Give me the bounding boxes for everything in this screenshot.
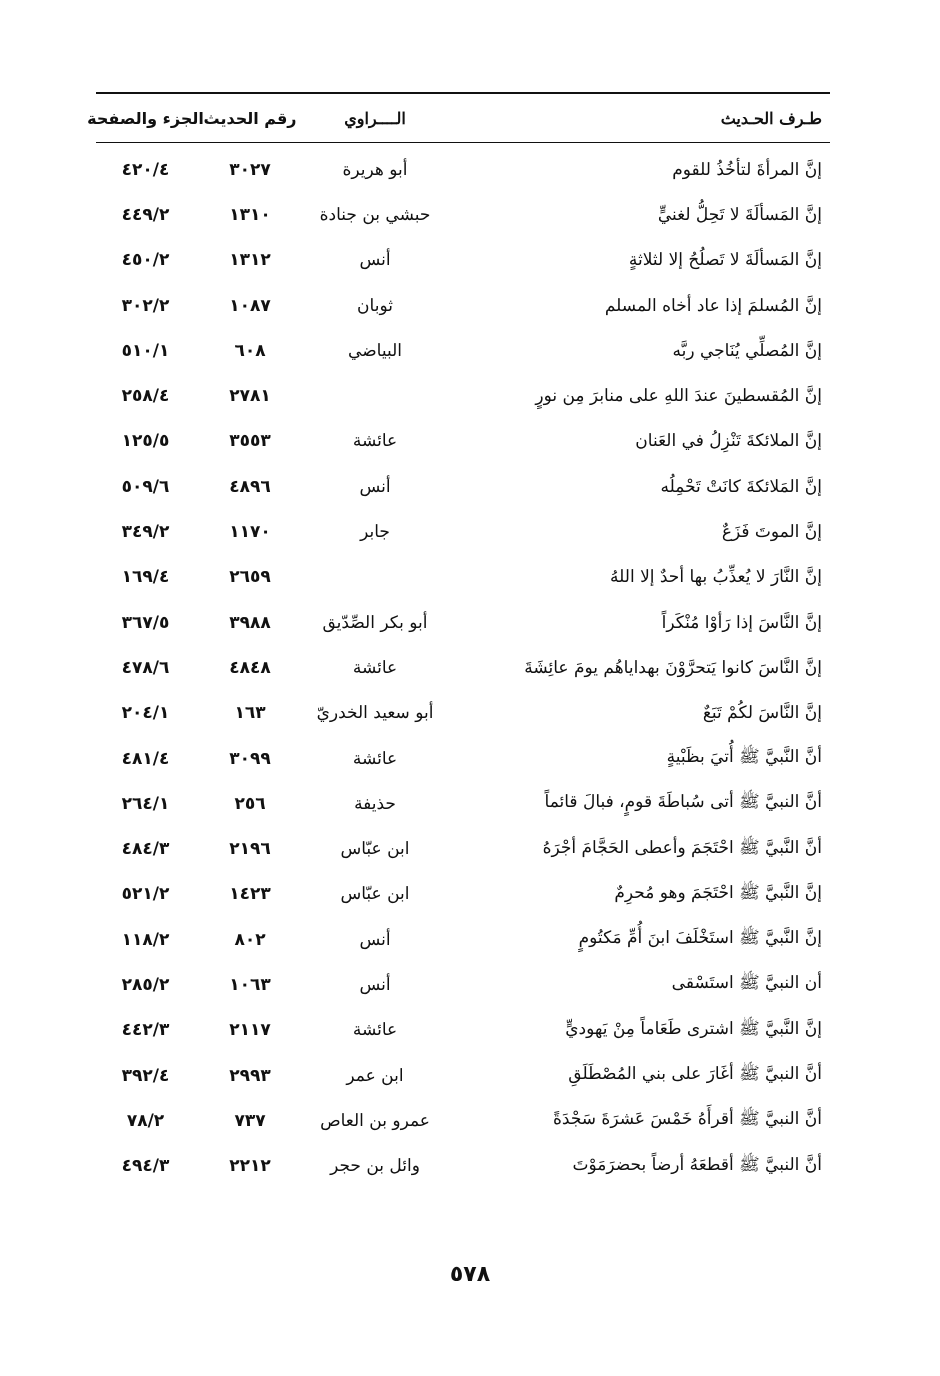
- header-hadith-number: رقم الحديث: [203, 108, 297, 128]
- header-narrator: الــــراوي: [344, 108, 406, 128]
- hadith-text: إنَّ المرأةَ لتأخُذُ للقوم: [672, 159, 822, 180]
- volume-page: ٤٤٢/٣: [121, 1020, 170, 1041]
- hadith-text: أنَّ النبيَّ ﷺ أتى سُباطَةَ قومٍ، فبالَ قائماً: [544, 792, 822, 813]
- volume-page: ٤٤٩/٢: [121, 204, 170, 225]
- volume-page: ٣٠٢/٢: [121, 295, 170, 316]
- volume-page: ٣٦٧/٥: [121, 612, 170, 633]
- hadith-number: ١٣١٢: [229, 250, 271, 271]
- narrator: أنس: [359, 476, 391, 497]
- volume-page: ١١٨/٢: [121, 929, 170, 950]
- volume-page: ٥٢١/٢: [121, 884, 170, 905]
- hadith-text: إنَّ النَّاسَ كانوا يَتحرَّوْنَ بهداياهُم يومَ عائِشَةَ: [524, 657, 822, 678]
- volume-page: ٢٠٤/١: [121, 703, 170, 724]
- hadith-number: ١٠٦٣: [229, 974, 271, 995]
- hadith-number: ٣٠٩٩: [229, 748, 271, 769]
- hadith-text: إنَّ النَّارَ لا يُعذِّبُ بها أحدٌ إلا اللهُ: [610, 567, 822, 588]
- narrator: جابر: [360, 522, 390, 543]
- hadith-number: ٤٨٩٦: [229, 476, 271, 497]
- table-row: [96, 1144, 830, 1189]
- hadith-text: أنَّ النبيَّ ﷺ أغَارَ على بني المُصْطَلَقِ: [568, 1064, 822, 1085]
- volume-page: ٧٨/٢: [126, 1110, 165, 1131]
- table-row: [96, 373, 830, 418]
- narrator: أنس: [359, 929, 391, 950]
- hadith-text: إنَّ النَّبيَّ ﷺ استَخْلَفَ ابنَ أُمِّ مَكتُومٍ: [578, 928, 822, 949]
- table-row: [96, 419, 830, 464]
- hadith-text: إنَّ الملائكةَ تَنْزِلُ في العَنان: [635, 431, 822, 452]
- narrator: عائشة: [352, 431, 398, 452]
- narrator: وائل بن حجر: [330, 1156, 420, 1177]
- volume-page: ٥١٠/١: [121, 340, 170, 361]
- hadith-text: إنَّ المُقسطينَ عندَ اللهِ على منابرَ مِن نورٍ: [535, 386, 822, 407]
- hadith-text: أنَّ النَّبيَّ ﷺ أُتيَ بظَبْيةٍ: [666, 747, 822, 767]
- table-row: [96, 1053, 830, 1098]
- narrator: [305, 373, 445, 418]
- table-body: [96, 143, 830, 1189]
- hadith-number: ١٤٢٣: [229, 884, 271, 905]
- hadith-text: أنَّ النبيَّ ﷺ أقطعَهُ أرضاً بحضرَمَوْتَ: [572, 1154, 822, 1175]
- hadith-text: إنَّ المُصلِّي يُنَاجي ربَّه: [672, 340, 822, 361]
- page-number: ٥٧٨: [449, 1262, 491, 1287]
- volume-page: ١٦٩/٤: [121, 567, 170, 588]
- narrator: عائشة: [352, 1020, 398, 1041]
- table-row: [96, 826, 830, 871]
- narrator: عائشة: [352, 657, 398, 678]
- volume-page: ٢٦٤/١: [121, 793, 170, 814]
- hadith-text: إنَّ المَلائكةَ كانَتْ تَحْمِلُه: [660, 476, 822, 497]
- hadith-text: أنَّ النَّبيَّ ﷺ احْتَجَمَ وأعطى الحَجَّامَ أجْرَهُ: [542, 837, 822, 858]
- hadith-number: ١١٧٠: [229, 522, 271, 543]
- hadith-number: ٨٠٢: [234, 929, 266, 950]
- table-row: [96, 555, 830, 600]
- volume-page: ٢٥٨/٤: [121, 386, 170, 407]
- volume-page: ٥٠٩/٦: [121, 476, 170, 497]
- table-row: [96, 917, 830, 962]
- narrator: حذيفة: [354, 793, 396, 814]
- hadith-text: إنَّ النَّاسَ لكُمْ تَبَعٌ: [702, 703, 822, 724]
- table-row: [96, 283, 830, 328]
- table-row: [96, 645, 830, 690]
- hadith-number: ٢١٩٦: [229, 839, 271, 860]
- hadith-index-table: [87, 92, 830, 1189]
- volume-page: ٣٤٩/٢: [121, 522, 170, 543]
- table-row: [96, 1008, 830, 1053]
- hadith-text: إنَّ النَّبيَّ ﷺ اشترى طَعَاماً مِنْ يَهوديٍّ: [565, 1018, 822, 1039]
- narrator: ابن عبّاس: [340, 839, 410, 860]
- table-row: [96, 962, 830, 1007]
- volume-page: ٤٧٨/٦: [121, 657, 170, 678]
- narrator: أبو سعيد الخدريّ: [316, 703, 434, 724]
- hadith-text: إنَّ النَّاسَ إذا رَأوْا مُنْكَراً: [661, 612, 822, 633]
- narrator: عائشة: [352, 748, 398, 769]
- hadith-text: أن النبيَّ ﷺ استَسْقى: [671, 973, 822, 994]
- volume-page: ٤٩٤/٣: [121, 1156, 170, 1177]
- volume-page: ٢٨٥/٢: [121, 974, 170, 995]
- narrator: ابن عمر: [346, 1065, 404, 1086]
- table-row: [96, 328, 830, 373]
- table-row: [96, 192, 830, 237]
- hadith-number: ٣٠٢٧: [229, 159, 271, 180]
- hadith-text: إنَّ المُسلمَ إذا عاد أخاه المسلم: [604, 295, 822, 316]
- table-row: [96, 1098, 830, 1143]
- hadith-text: إنَّ الموتَ فَزَعٌ: [721, 522, 822, 543]
- narrator: أنس: [359, 250, 391, 271]
- narrator: أبو هريرة: [342, 159, 408, 180]
- hadith-number: ٢٩٩٣: [229, 1065, 271, 1086]
- narrator: البياضي: [348, 340, 402, 361]
- narrator: أنس: [359, 974, 391, 995]
- narrator: ابن عبّاس: [340, 884, 410, 905]
- header-volume-page: الجزء والصفحة: [87, 108, 204, 128]
- narrator: [305, 555, 445, 600]
- volume-page: ٤٥٠/٢: [121, 250, 170, 271]
- hadith-number: ٢٧٨١: [229, 386, 271, 407]
- table-row: [96, 691, 830, 736]
- narrator: أبو بكر الصِّدّيق: [322, 612, 428, 633]
- table-row: [96, 147, 830, 192]
- hadith-number: ٢١١٧: [229, 1020, 271, 1041]
- narrator: ثوبان: [357, 295, 393, 316]
- table-row: [96, 872, 830, 917]
- volume-page: ١٢٥/٥: [121, 431, 170, 452]
- hadith-number: ٢٢١٢: [229, 1156, 271, 1177]
- hadith-number: ٣٥٥٣: [229, 431, 271, 452]
- table-row: [96, 736, 830, 781]
- hadith-number: ٢٥٦: [234, 793, 266, 814]
- table-row: [96, 781, 830, 826]
- hadith-number: ١٦٣: [234, 703, 266, 724]
- hadith-text: إنَّ النَّبيَّ ﷺ احْتَجَمَ وهو مُحرِمٌ: [614, 882, 822, 903]
- table-row: [96, 600, 830, 645]
- volume-page: ٤٨١/٤: [121, 748, 170, 769]
- hadith-number: ١٣١٠: [229, 204, 271, 225]
- table-row: [96, 509, 830, 554]
- hadith-text: إنَّ المَسألَةَ لا تَحِلُّ لغنيٍّ: [657, 204, 822, 225]
- volume-page: ٤٢٠/٤: [121, 159, 170, 180]
- hadith-text: إنَّ المَسألَةَ لا تَصلُحُ إلا لثلاثةٍ: [628, 250, 822, 271]
- hadith-number: ٧٣٧: [234, 1110, 266, 1131]
- hadith-number: ٢٦٥٩: [229, 567, 271, 588]
- volume-page: ٤٨٤/٣: [121, 839, 170, 860]
- hadith-number: ٤٨٤٨: [229, 657, 271, 678]
- header-hadith: طـرف الحـديث: [720, 108, 822, 128]
- hadith-number: ٣٩٨٨: [229, 612, 271, 633]
- volume-page: ٣٩٢/٤: [121, 1065, 170, 1086]
- narrator: عمرو بن العاص: [320, 1110, 430, 1131]
- table-row: [96, 238, 830, 283]
- table-row: [96, 464, 830, 509]
- table-header: [87, 92, 830, 143]
- hadith-text: أنَّ النبيَّ ﷺ أقرأَهُ خَمْسَ عَشرَةَ سَجْدَةً: [552, 1109, 822, 1130]
- narrator: حبشي بن جنادة: [319, 204, 431, 225]
- hadith-number: ٦٠٨: [234, 340, 266, 361]
- hadith-number: ١٠٨٧: [229, 295, 271, 316]
